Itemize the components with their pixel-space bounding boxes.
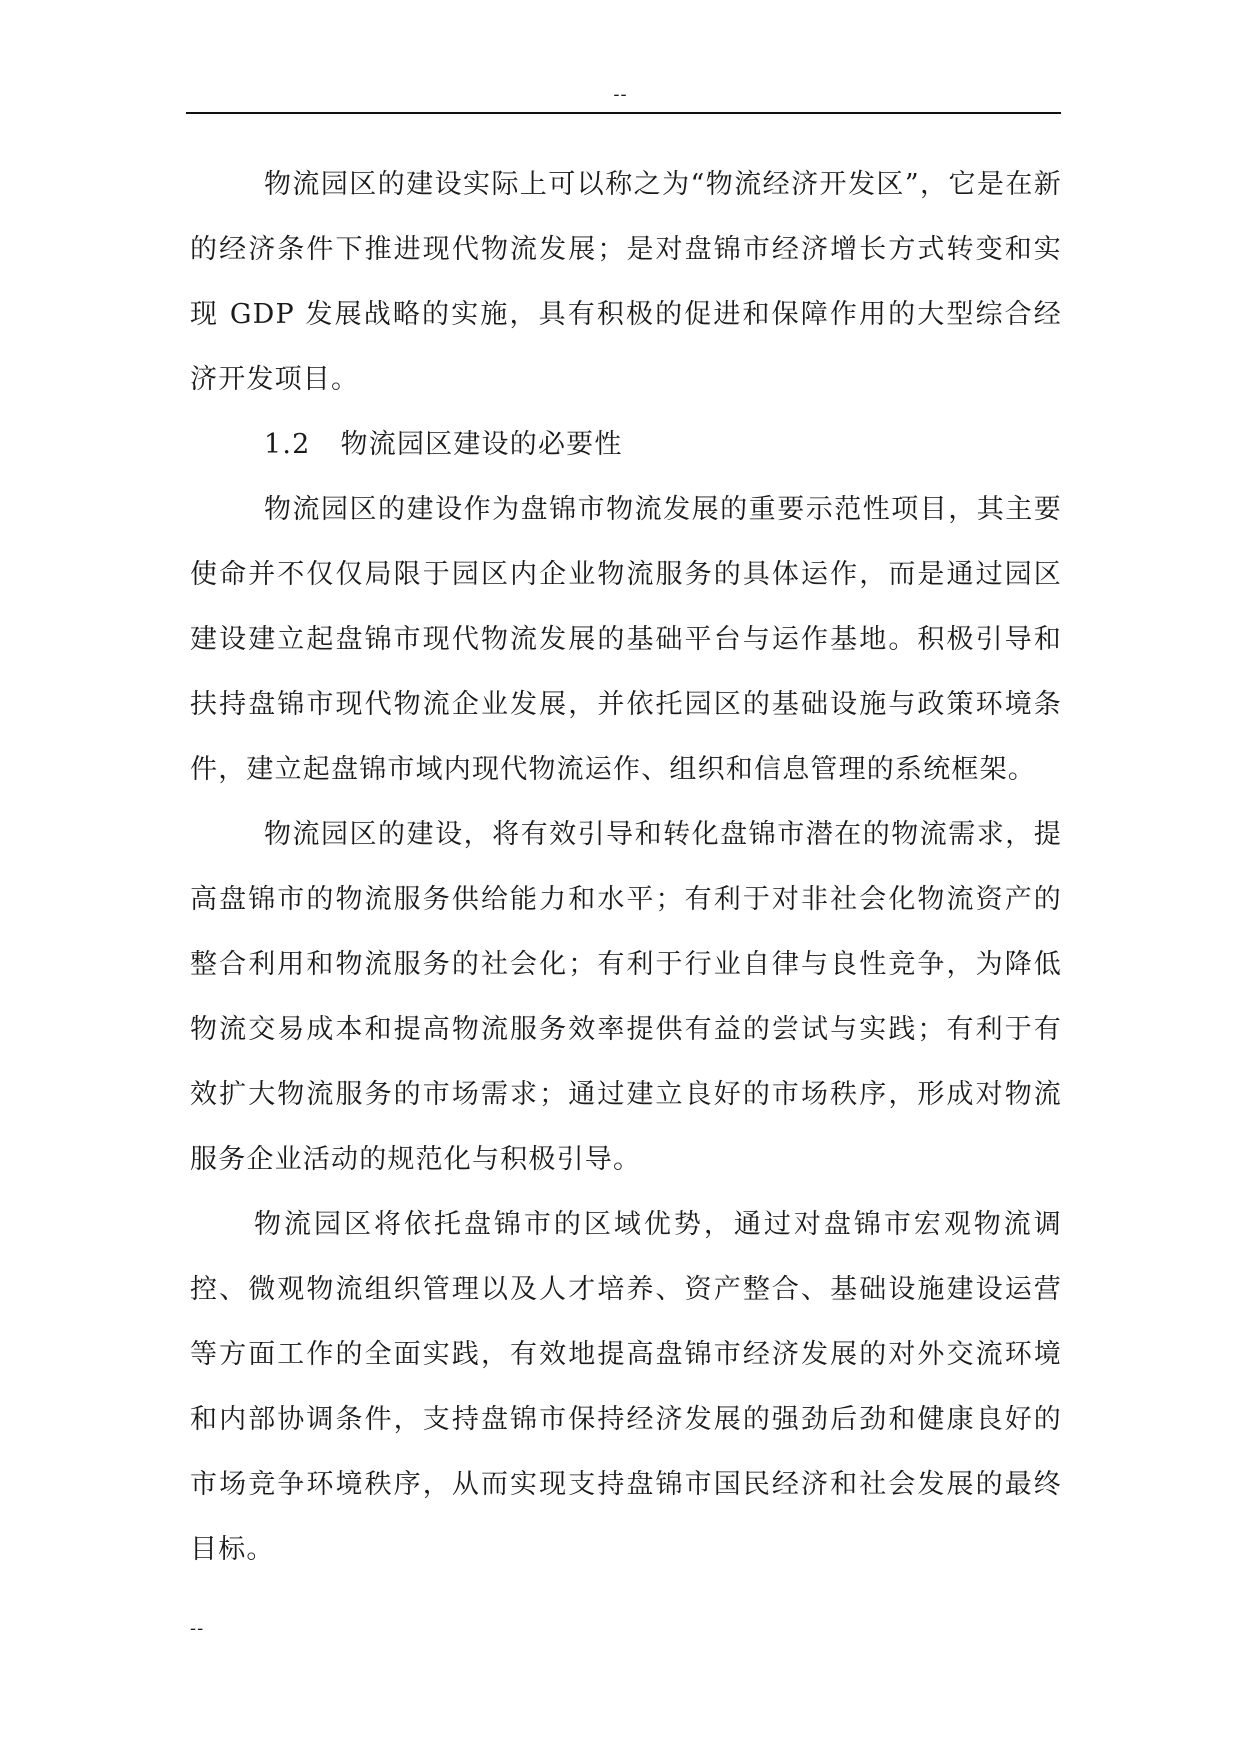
section-title: 物流园区建设的必要性 (340, 429, 623, 460)
section-number: 1.2 (264, 429, 311, 460)
paragraph-intro: 物流园区的建设实际上可以称之为“物流经济开发区”，它是在新的经济条件下推进现代物流发展；是对盘锦市经济增长方式转变和实现 GDP 发展战略的实施，具有积极的促进和保障作用的大型综合经济开发项目。 (190, 169, 1062, 395)
paragraph-benefits: 物流园区的建设，将有效引导和转化盘锦市潜在的物流需求，提高盘锦市的物流服务供给能力和水平；有利于对非社会化物流资产的整合利用和物流服务的社会化；有利于行业自律与良性竞争，为降低物流交易成本和提高物流服务效率提供有益的尝试与实践；有利于有效扩大物流服务的市场需求；通过建立良好的市场秩序，形成对物流服务企业活动的规范化与积极引导。 (190, 819, 1062, 1175)
section-heading (190, 412, 1062, 477)
page-footer-mark: -- (190, 1618, 205, 1639)
header-rule (186, 112, 1061, 114)
paragraph-goals: 物流园区将依托盘锦市的区域优势，通过对盘锦市宏观物流调控、微观物流组织管理以及人才培养、资产整合、基础设施建设运营等方面工作的全面实践，有效地提高盘锦市经济发展的对外交流环境和内部协调条件，支持盘锦市保持经济发展的强劲后劲和健康良好的市场竞争环境秩序，从而实现支持盘锦市国民经济和社会发展的最终目标。 (190, 1209, 1062, 1565)
document-body (190, 152, 1062, 1582)
paragraph-mission: 物流园区的建设作为盘锦市物流发展的重要示范性项目，其主要使命并不仅仅局限于园区内企业物流服务的具体运作，而是通过园区建设建立起盘锦市现代物流发展的基础平台与运作基地。积极引导和扶持盘锦市现代物流企业发展，并依托园区的基础设施与政策环境条件，建立起盘锦市域内现代物流运作、组织和信息管理的系统框架。 (190, 494, 1062, 785)
page-header-mark: -- (613, 84, 628, 105)
